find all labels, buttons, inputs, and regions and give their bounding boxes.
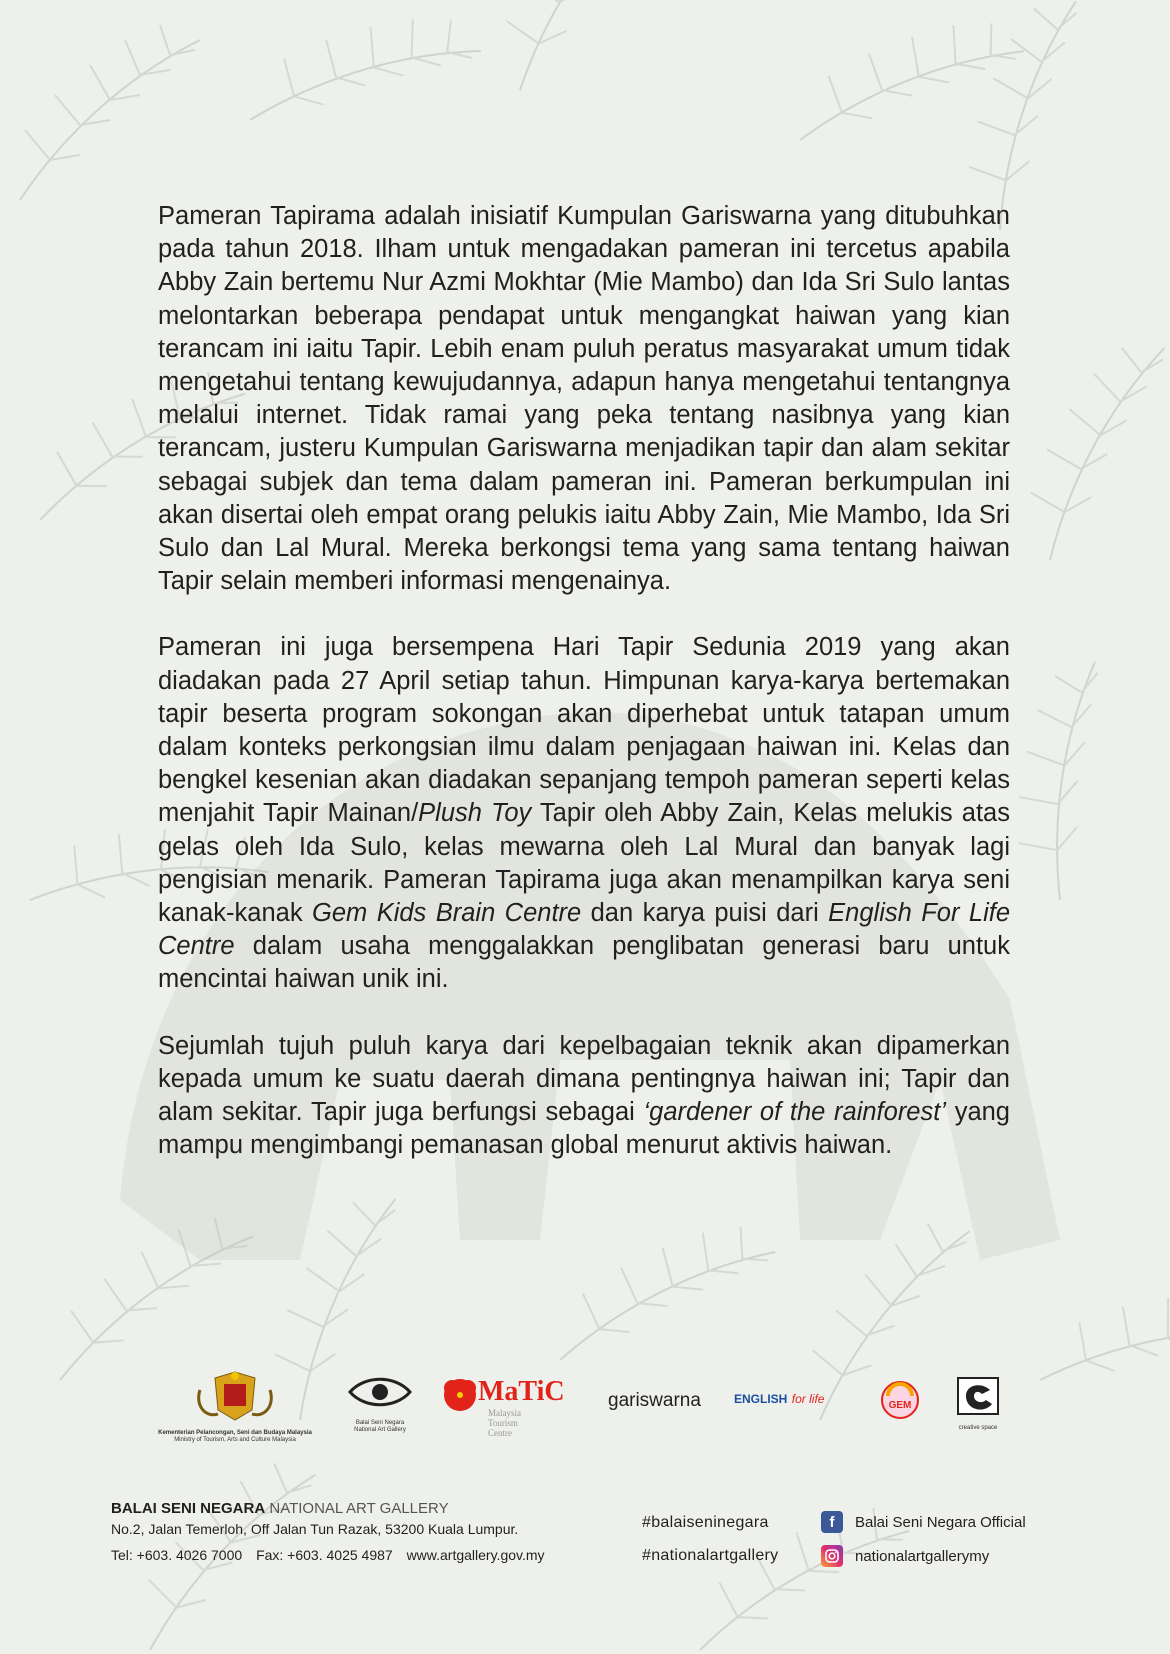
- paragraph-text: dan karya puisi dari: [581, 899, 829, 928]
- english-wordmark: ENGLISH: [734, 1392, 788, 1406]
- creative-space-logo: [952, 1372, 1004, 1432]
- gallery-address: No.2, Jalan Temerloh, Off Jalan Tun Razak, 53200 Kuala Lumpur.: [111, 1521, 519, 1537]
- paragraph-text: Pameran ini juga bersempena Hari Tapir Sedunia 2019 yang akan diadakan pada 27 April setiap tahun. Himpunan karya-karya bertemakan tapir beserta program sokongan akan diperhebat untuk tatapan umum dalam konteks perkongsian ilmu dalam penjagaan haiwan ini. Kelas dan bengkel kesenian akan diadakan sepanjang tempoh pameran seperti kelas menjahit Tapir Mainan/: [158, 633, 1010, 828]
- crest-icon: [140, 1370, 330, 1425]
- instagram-link[interactable]: [821, 1545, 989, 1567]
- paragraph-text: Sejumlah tujuh puluh karya dari kepelbagaian teknik akan dipamerkan kepada umum ke suatu daerah dimana pentingnya haiwan ini; Tapir dan alam sekitar. Tapir juga berfungsi sebagai: [158, 1031, 1010, 1127]
- hashtag-balaiseninegara[interactable]: #balaiseninegara: [642, 1514, 769, 1531]
- italic-text: ‘gardener of the rainforest’: [643, 1098, 946, 1127]
- ministry-logo: [140, 1370, 330, 1444]
- paragraph-1: [158, 200, 1010, 598]
- gem-wordmark: GEM: [888, 1400, 912, 1411]
- matic-wordmark: MaTiC: [478, 1376, 565, 1407]
- matic-sub-2: Tourism: [488, 1418, 518, 1428]
- website-link[interactable]: www.artgallery.gov.my: [406, 1547, 545, 1563]
- paragraph-text: yang mampu mengimbangi pemanasan global menurut aktivis haiwan.: [158, 1098, 1010, 1160]
- paragraph-text: Tapir oleh Abby Zain, Kelas melukis atas gelas oleh Ida Sulo, kelas mewarna oleh Lal Mural dan banyak lagi pengisian menarik. Pameran Tapirama juga akan menampilkan karya seni kanak-kanak: [158, 799, 1010, 928]
- paragraph-text: Pameran Tapirama adalah inisiatif Kumpulan Gariswarna yang ditubuhkan pada tahun 2018. Ilham untuk mengadakan pameran ini tercetus apabila Abby Zain bertemu Nur Azmi Mokhtar (Mie Mambo) dan Ida Sri Sulo lantas melontarkan beberapa pendapat untuk mengangkat haiwan yang kian terancam ini iaitu Tapir. Lebih enam puluh peratus masyarakat umum tidak mengetahui tentang kewujudannya, adapun hanya mengetahui tentangnya melalui internet. Tidak ramai yang peka tentang nasibnya yang kian terancam, justeru Kumpulan Gariswarna menjadikan tapir dan alam sekitar sebagai subjek dan tema dalam pameran ini. Pameran berkumpulan ini akan disertai oleh empat orang pelukis iaitu Abby Zain, Mie Mambo, Ida Sri Sulo dan Lal Mural. Mereka berkongsi tema yang sama tentang haiwan Tapir selain memberi informasi mengenainya.: [158, 202, 1010, 596]
- matic-sub-3: Centre: [488, 1428, 512, 1438]
- matic-logo: [440, 1370, 575, 1440]
- hibiscus-icon: [440, 1370, 480, 1420]
- instagram-handle: nationalartgallerymy: [855, 1547, 990, 1565]
- italic-text: English For Life Centre: [158, 899, 1011, 961]
- creative-space-icon: [952, 1372, 1004, 1420]
- gariswarna-wordmark: gariswarna: [608, 1390, 701, 1411]
- italic-text: Plush Toy: [418, 799, 532, 828]
- gariswarna-logo: [608, 1390, 708, 1412]
- hashtag-nationalartgallery[interactable]: #nationalartgallery: [642, 1547, 779, 1564]
- sponsor-logos: [140, 1370, 1020, 1450]
- gem-kids-icon: [880, 1380, 920, 1420]
- article-body: [158, 200, 1010, 1195]
- telephone: Tel: +603. 4026 7000: [111, 1547, 243, 1563]
- creative-space-caption: creative space: [958, 1425, 998, 1431]
- fax: Fax: +603. 4025 4987: [256, 1547, 393, 1563]
- paragraph-2: [158, 631, 1010, 996]
- instagram-icon: [821, 1545, 843, 1567]
- ministry-caption-2: Ministry of Tourism, Arts and Culture Malaysia: [174, 1437, 296, 1443]
- facebook-icon: f: [821, 1511, 843, 1533]
- english-for-life-logo: [734, 1390, 849, 1408]
- ministry-caption-1: Kementerian Pelancongan, Seni dan Budaya Malaysia: [158, 1430, 312, 1436]
- gem-logo: [880, 1380, 920, 1425]
- facebook-handle: Balai Seni Negara Official: [855, 1513, 1026, 1531]
- gallery-name-bold: BALAI SENI NEGARA: [111, 1500, 266, 1517]
- footer: [111, 1500, 1071, 1570]
- italic-text: Gem Kids Brain Centre: [312, 899, 582, 928]
- facebook-link[interactable]: [821, 1511, 1026, 1533]
- gallery-name-english: NATIONAL ART GALLERY: [269, 1500, 449, 1517]
- gallery-contacts: [111, 1547, 555, 1563]
- gallery-name: [111, 1500, 449, 1517]
- paragraph-3: [158, 1030, 1010, 1163]
- eye-icon: [345, 1370, 415, 1415]
- bsn-logo: [345, 1370, 415, 1434]
- bsn-caption-1: Balai Seni Negara: [355, 1420, 405, 1426]
- bsn-caption-2: National Art Gallery: [354, 1427, 406, 1433]
- for-life-wordmark: for life: [791, 1392, 825, 1406]
- paragraph-text: dalam usaha menggalakkan penglibatan generasi baru untuk mencintai haiwan unik ini.: [158, 932, 1010, 994]
- matic-sub-1: Malaysia: [488, 1408, 521, 1418]
